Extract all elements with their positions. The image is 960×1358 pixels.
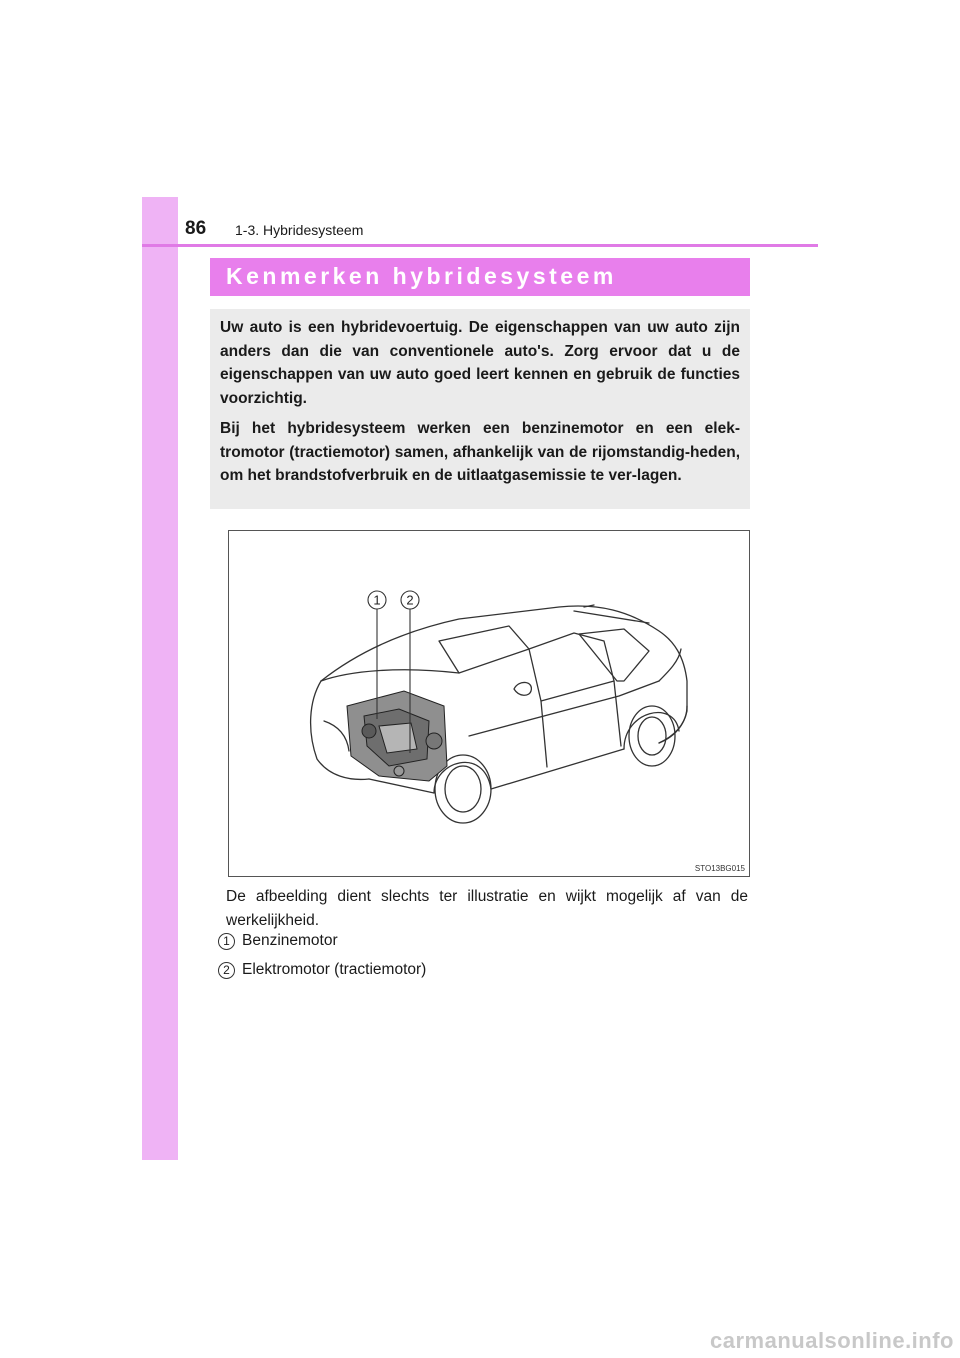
watermark: carmanualsonline.info bbox=[710, 1328, 954, 1353]
callout-2-label: 2 bbox=[406, 592, 414, 608]
legend-label-1: Benzinemotor bbox=[242, 932, 338, 949]
legend-item-benzinemotor bbox=[218, 931, 338, 951]
hybrid-car-drawing bbox=[229, 531, 749, 876]
legend-item-elektromotor bbox=[218, 960, 426, 980]
page-number: 86 bbox=[185, 218, 207, 239]
car-illustration bbox=[228, 530, 750, 877]
intro-box bbox=[210, 309, 750, 509]
callout-1 bbox=[368, 591, 386, 609]
figure-code: STO13BG015 bbox=[694, 864, 745, 873]
callout-2 bbox=[401, 591, 419, 609]
figure-caption: De afbeelding dient slechts ter illustratie en wijkt mogelijk af van de werkelijkheid. bbox=[226, 888, 748, 929]
title-bar bbox=[210, 258, 750, 296]
section-title: Kenmerken hybridesysteem bbox=[226, 263, 617, 289]
intro-paragraph-1: Uw auto is een hybridevoertuig. De eigenschappen van uw auto zijn anders dan die van conventionele auto's. Zorg ervoor dat u de eigenschappen van uw auto goed leert kennen en gebruik de functies voorzichtig. bbox=[220, 319, 740, 407]
callout-1-label: 1 bbox=[373, 592, 381, 608]
legend-label-2: Elektromotor (tractiemotor) bbox=[242, 961, 427, 978]
legend-number-2: 2 bbox=[218, 962, 235, 979]
intro-paragraph-2: Bij het hybridesysteem werken een benzinemotor en een elek-tromotor (tractiemotor) samen, afhankelijk van de rijomstandig-heden, om het brandstofverbruik en de uitlaatgasemissie te ver-lagen. bbox=[220, 420, 740, 484]
header-rule bbox=[142, 244, 818, 247]
legend-number-1: 1 bbox=[218, 933, 235, 950]
section-label: 1-3. Hybridesysteem bbox=[235, 222, 364, 238]
side-tab bbox=[142, 197, 178, 1160]
